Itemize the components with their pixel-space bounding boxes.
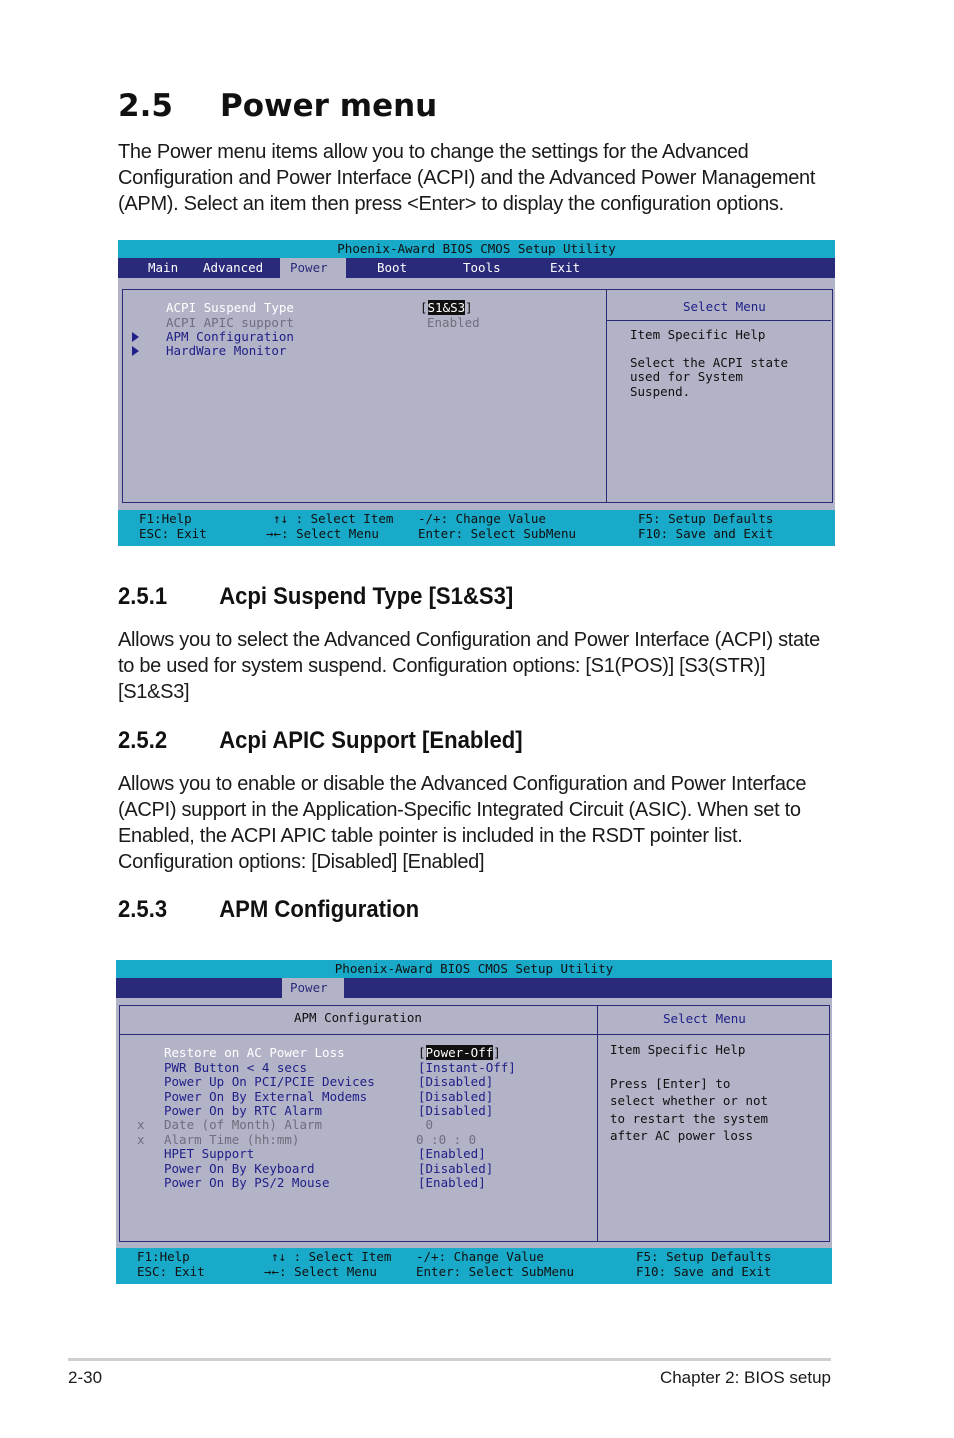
help-title: Select Menu (683, 299, 766, 314)
help-title: Select Menu (663, 1011, 746, 1026)
footer-setup-defaults: F5: Setup Defaults (636, 1249, 772, 1264)
chapter-label: Chapter 2: BIOS setup (659, 1368, 831, 1387)
help-line: to restart the system (610, 1111, 769, 1126)
page-number: 2-30 (68, 1368, 103, 1387)
menu-advanced[interactable]: Advanced (203, 260, 264, 275)
menu-exit[interactable]: Exit (550, 260, 581, 275)
item-restore-on-ac-power-loss[interactable]: Restore on AC Power Loss (164, 1045, 345, 1060)
item-alarm-time: Alarm Time (hh:mm) (164, 1132, 300, 1147)
item-power-on-rtc[interactable]: Power On by RTC Alarm (164, 1103, 323, 1118)
footer-select-menu: →←: Select Menu (266, 526, 379, 541)
value-date-alarm: 0 (418, 1117, 434, 1132)
help-line: select whether or not (610, 1093, 769, 1108)
panel-title: APM Configuration (294, 1010, 422, 1025)
value-alarm-time: 0 :0 : 0 (416, 1132, 477, 1147)
value-hpet-support[interactable]: [Enabled] (418, 1146, 486, 1161)
footer-setup-defaults: F5: Setup Defaults (638, 511, 774, 526)
bios-menu-bar (118, 258, 835, 278)
menu-boot[interactable]: Boot (377, 260, 408, 275)
footer-select-menu: →←: Select Menu (264, 1264, 377, 1279)
section-heading (118, 88, 437, 124)
menu-power[interactable]: Power (280, 258, 346, 278)
footer-change-value: -/+: Change Value (418, 511, 546, 526)
item-power-on-modems[interactable]: Power On By External Modems (164, 1089, 368, 1104)
item-power-on-keyboard[interactable]: Power On By Keyboard (164, 1161, 315, 1176)
disabled-mark: x (137, 1117, 145, 1132)
subsection-heading: 2.5.3 APM Configuration (118, 896, 420, 923)
item-acpi-suspend-type[interactable]: ACPI Suspend Type (166, 300, 294, 315)
footer-help: F1:Help (137, 1249, 190, 1264)
footer-select-item: ↑↓ : Select Item (273, 511, 394, 526)
menu-main[interactable]: Main (148, 260, 179, 275)
bios-menu-bar (116, 978, 832, 998)
subsection-heading: 2.5.2 Acpi APIC Support [Enabled] (118, 727, 523, 754)
intro-paragraph: The Power menu items allow you to change the settings for the Advanced Configuration and Power Interface (ACPI) and the Advanced Power Management (APM). Select an item then press <Enter> to display the configuration options. (118, 141, 816, 215)
value-power-on-rtc[interactable]: [Disabled] (418, 1103, 494, 1118)
help-line: after AC power loss (610, 1128, 753, 1143)
footer-esc-exit: ESC: Exit (139, 526, 207, 541)
footer-save-exit: F10: Save and Exit (636, 1264, 772, 1279)
footer-esc-exit: ESC: Exit (137, 1264, 205, 1279)
menu-tools[interactable]: Tools (463, 260, 501, 275)
item-power-on-mouse[interactable]: Power On By PS/2 Mouse (164, 1175, 330, 1190)
help-line: Item Specific Help (610, 1042, 746, 1057)
help-line: Suspend. (630, 384, 691, 399)
section-title: Power menu (220, 88, 438, 124)
item-date-alarm: Date (of Month) Alarm (164, 1117, 323, 1132)
help-line: Select the ACPI state (630, 355, 789, 370)
item-hpet-support[interactable]: HPET Support (164, 1146, 255, 1161)
bios-screen-power (118, 240, 835, 546)
subsection-paragraph: Allows you to enable or disable the Advanced Configuration and Power Interface (ACPI) support in the Application-Specific Integrated Circuit (ASIC). When set to Enabled, the ACPI APIC table pointer is included in the RSDT pointer list. Configuration options: [Disabled] [Enabled] (118, 773, 807, 873)
bios-screen-apm (116, 960, 832, 1284)
value-power-on-keyboard[interactable]: [Disabled] (418, 1161, 494, 1176)
item-acpi-apic-support: ACPI APIC support (166, 315, 294, 330)
submenu-arrow-icon (132, 346, 139, 356)
footer-select-submenu: Enter: Select SubMenu (416, 1264, 575, 1279)
footer-select-submenu: Enter: Select SubMenu (418, 526, 577, 541)
subsection-paragraph: Allows you to select the Advanced Configuration and Power Interface (ACPI) state to be used for system suspend. Configuration options: [S1(POS)] [S3(STR)] [S1&S3] (118, 629, 820, 703)
value-acpi-apic-support: Enabled (427, 315, 480, 330)
item-power-up-pci[interactable]: Power Up On PCI/PCIE Devices (164, 1074, 375, 1089)
help-line: used for System (630, 369, 743, 384)
footer-rule (68, 1358, 831, 1361)
value-power-on-modems[interactable]: [Disabled] (418, 1089, 494, 1104)
help-line: Item Specific Help (630, 327, 766, 342)
value-restore-on-ac-power-loss[interactable]: [Power-Off] (418, 1045, 501, 1060)
disabled-mark: x (137, 1132, 145, 1147)
value-power-on-mouse[interactable]: [Enabled] (418, 1175, 486, 1190)
section-number: 2.5 (118, 88, 173, 124)
bios-footer (118, 510, 835, 546)
bios-title-bar: Phoenix-Award BIOS CMOS Setup Utility (116, 960, 832, 978)
footer-select-item: ↑↓ : Select Item (271, 1249, 392, 1264)
help-line: Press [Enter] to (610, 1076, 731, 1091)
item-pwr-button[interactable]: PWR Button < 4 secs (164, 1060, 307, 1075)
subsection-heading: 2.5.1 Acpi Suspend Type [S1&S3] (118, 583, 514, 610)
value-acpi-suspend-type[interactable]: [S1&S3] (420, 300, 473, 315)
bios-title-bar: Phoenix-Award BIOS CMOS Setup Utility (118, 240, 835, 258)
submenu-arrow-icon (132, 332, 139, 342)
item-hardware-monitor[interactable]: HardWare Monitor (166, 343, 287, 358)
bios-footer (116, 1248, 832, 1284)
footer-change-value: -/+: Change Value (416, 1249, 544, 1264)
value-power-up-pci[interactable]: [Disabled] (418, 1074, 494, 1089)
menu-power[interactable]: Power (282, 978, 344, 998)
footer-save-exit: F10: Save and Exit (638, 526, 774, 541)
item-apm-configuration[interactable]: APM Configuration (166, 329, 294, 344)
footer-help: F1:Help (139, 511, 192, 526)
value-pwr-button[interactable]: [Instant-Off] (418, 1060, 516, 1075)
